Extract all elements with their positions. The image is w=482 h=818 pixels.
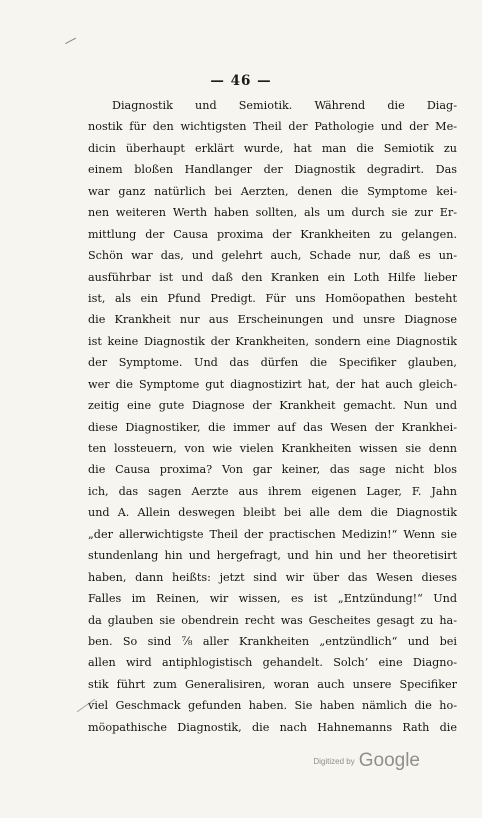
text-line: war ganz natürlich bei Aerzten, denen die Symptome kei- bbox=[88, 184, 457, 198]
text-line: ben. So sind ⅞ aller Krankheiten „entzündlich“ und bei bbox=[88, 634, 457, 648]
text-line: ist, als ein Pfund Predigt. Für uns Homöopathen besteht bbox=[88, 291, 457, 305]
text-line: diese Diagnostiker, die immer auf das Wesen der Krankhei- bbox=[88, 420, 457, 434]
text-line: haben, dann heißts: jetzt sind wir über das Wesen dieses bbox=[88, 570, 457, 584]
text-line: da glauben sie obendrein recht was Gescheites gesagt zu ha- bbox=[88, 613, 457, 627]
text-line: viel Geschmack gefunden haben. Sie haben nämlich die ho- bbox=[88, 699, 457, 713]
text-line: Schön war das, und gelehrt auch, Schade nur, daß es un- bbox=[88, 249, 457, 263]
text-line: Diagnostik und Semiotik. Während die Diag- bbox=[112, 99, 457, 112]
text-line: Falles im Reinen, wir wissen, es ist „Entzündung!“ Und bbox=[88, 592, 457, 606]
text-line: die Krankheit nur aus Erscheinungen und unsre Diagnose bbox=[88, 313, 457, 327]
text-line: die Causa proxima? Von gar keiner, das sage nicht blos bbox=[88, 463, 457, 477]
text-line: ten lossteuern, von wie vielen Krankheiten wissen sie denn bbox=[88, 442, 457, 455]
text-line: stundenlang hin und hergefragt, und hin und her theoretisirt bbox=[88, 549, 457, 563]
corner-pencil-mark bbox=[65, 38, 79, 50]
text-line: allen wird antiphlogistisch gehandelt. Solch’ eine Diagno- bbox=[88, 656, 457, 670]
body-text bbox=[88, 95, 457, 738]
digitization-watermark bbox=[313, 750, 420, 772]
page-number: — 46 — bbox=[210, 73, 272, 89]
text-line: zeitig eine gute Diagnose der Krankheit gemacht. Nun und bbox=[88, 399, 457, 413]
text-line: und A. Allein deswegen bleibt bei alle dem die Diagnostik bbox=[88, 506, 457, 520]
text-line: ausführbar ist und daß den Kranken ein Loth Hilfe lieber bbox=[88, 270, 457, 284]
text-line: ist keine Diagnostik der Krankheiten, sondern eine Diagnostik bbox=[88, 334, 457, 348]
text-line: ich, das sagen Aerzte aus ihrem eigenen Lager, F. Jahn bbox=[88, 484, 457, 498]
text-line: stik führt zum Generalisiren, woran auch unsere Specifiker bbox=[88, 677, 457, 691]
text-line: „der allerwichtigste Theil der practischen Medizin!“ Wenn sie bbox=[88, 527, 457, 541]
text-line: einem bloßen Handlanger der Diagnostik degradirt. Das bbox=[88, 163, 457, 177]
text-line: nostik für den wichtigsten Theil der Pathologie und der Me- bbox=[88, 120, 457, 134]
text-line: dicin überhaupt erklärt wurde, hat man die Semiotik zu bbox=[88, 141, 457, 155]
text-line: nen weiteren Werth haben sollten, als um durch sie zur Er- bbox=[88, 206, 457, 220]
text-line: mittlung der Causa proxima der Krankheiten zu gelangen. bbox=[88, 227, 457, 241]
watermark-prefix: Digitized by bbox=[313, 757, 355, 766]
text-line: wer die Symptome gut diagnostizirt hat, der hat auch gleich- bbox=[88, 377, 457, 391]
watermark-brand: Google bbox=[358, 750, 420, 771]
text-line: möopathische Diagnostik, die nach Hahnemanns Rath die bbox=[88, 720, 457, 734]
text-line: der Symptome. Und das dürfen die Specifiker glauben, bbox=[88, 356, 457, 370]
